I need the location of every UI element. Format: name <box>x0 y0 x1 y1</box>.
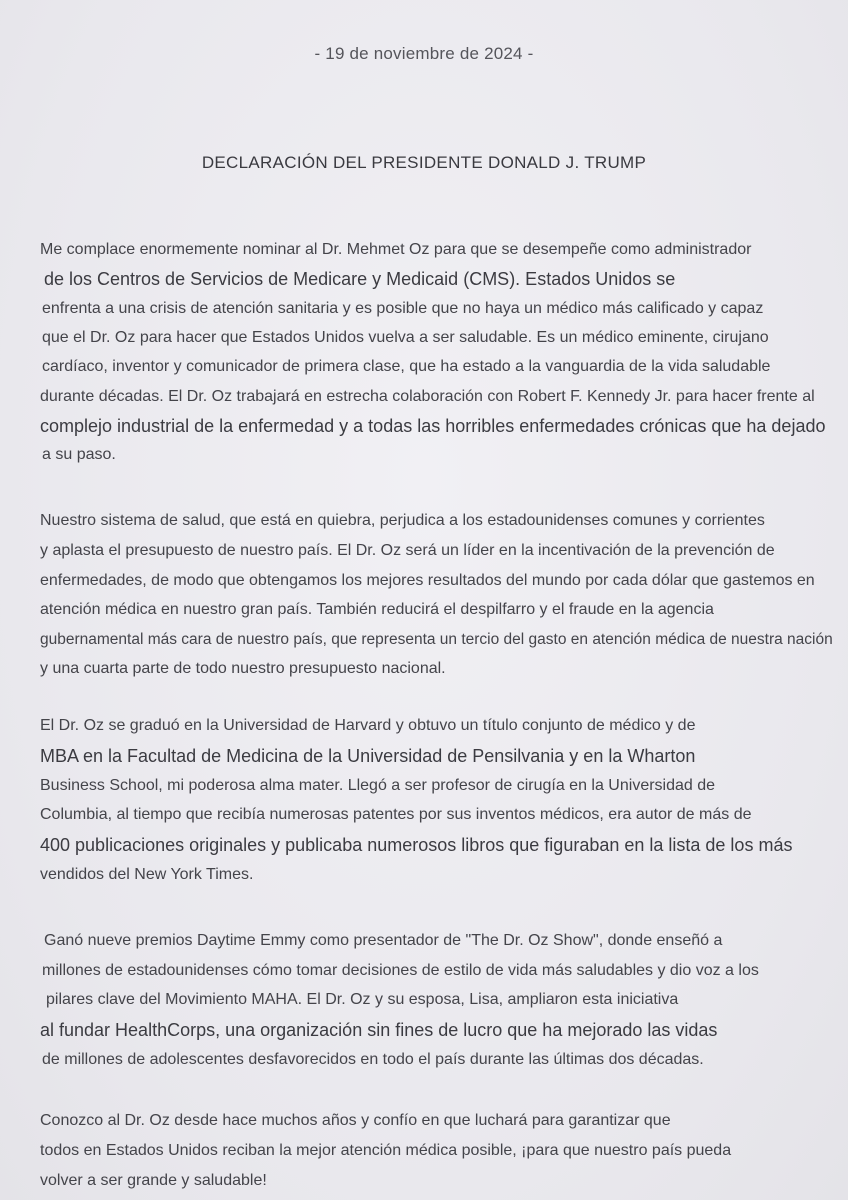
paragraph-4 <box>40 926 830 1074</box>
paragraph-5 <box>40 1106 830 1196</box>
paragraph-2 <box>40 506 833 684</box>
paragraph-line: que el Dr. Oz para hacer que Estados Unidos vuelva a ser saludable. Es un médico eminente, cirujano <box>42 329 769 346</box>
paragraph-line: complejo industrial de la enfermedad y a todas las horribles enfermedades crónicas que ha dejado <box>40 416 826 436</box>
paragraph-line: Me complace enormemente nominar al Dr. Mehmet Oz para que se desempeñe como administrador <box>40 241 752 258</box>
statement-date: - 19 de noviembre de 2024 - <box>314 44 534 63</box>
paragraph-line: El Dr. Oz se graduó en la Universidad de Harvard y obtuvo un título conjunto de médico y de <box>40 717 696 734</box>
paragraph-line: al fundar HealthCorps, una organización sin fines de lucro que ha mejorado las vidas <box>40 1020 718 1040</box>
paragraph-line: Ganó nueve premios Daytime Emmy como presentador de "The Dr. Oz Show", donde enseñó a <box>44 932 723 949</box>
paragraph-line: cardíaco, inventor y comunicador de primera clase, que ha estado a la vanguardia de la vida saludable <box>42 358 771 375</box>
paragraph-line: y una cuarta parte de todo nuestro presupuesto nacional. <box>40 660 446 677</box>
paragraph-line: vendidos del New York Times. <box>40 866 254 883</box>
paragraph-line: volver a ser grande y saludable! <box>40 1172 267 1189</box>
paragraph-line: durante décadas. El Dr. Oz trabajará en estrecha colaboración con Robert F. Kennedy Jr. para hacer frente al <box>40 388 815 405</box>
paragraph-line: MBA en la Facultad de Medicina de la Universidad de Pensilvania y en la Wharton <box>40 746 696 766</box>
paragraph-line: enfrenta a una crisis de atención sanitaria y es posible que no haya un médico más calificado y capaz <box>42 300 764 317</box>
paragraph-1 <box>40 236 830 469</box>
paragraph-line: 400 publicaciones originales y publicaba numerosos libros que figuraban en la lista de los más <box>40 835 793 855</box>
paragraph-line: y aplasta el presupuesto de nuestro país. El Dr. Oz será un líder en la incentivación de la prevención de <box>40 542 775 559</box>
paragraph-line: Nuestro sistema de salud, que está en quiebra, perjudica a los estadounidenses comunes y corrientes <box>40 512 765 529</box>
paragraph-line: gubernamental más cara de nuestro país, que representa un tercio del gasto en atención médica de nuestra nación <box>40 631 833 648</box>
paragraph-line: enfermedades, de modo que obtengamos los mejores resultados del mundo por cada dólar que gastemos en <box>40 572 815 589</box>
paragraph-line: pilares clave del Movimiento MAHA. El Dr. Oz y su esposa, Lisa, ampliaron esta iniciativa <box>46 991 679 1008</box>
paragraph-3 <box>40 710 830 890</box>
paragraph-line: Business School, mi poderosa alma mater. Llegó a ser profesor de cirugía en la Universidad de <box>40 777 716 794</box>
paragraph-line: a su paso. <box>42 446 116 463</box>
paragraph-line: de millones de adolescentes desfavorecidos en todo el país durante las últimas dos décadas. <box>42 1051 704 1068</box>
paragraph-line: atención médica en nuestro gran país. También reducirá el despilfarro y el fraude en la agencia <box>40 601 714 618</box>
paragraph-line: millones de estadounidenses cómo tomar decisiones de estilo de vida más saludables y dio voz a los <box>42 962 759 979</box>
paragraph-line: de los Centros de Servicios de Medicare y Medicaid (CMS). Estados Unidos se <box>44 269 676 289</box>
paragraph-line: Columbia, al tiempo que recibía numerosas patentes por sus inventos médicos, era autor de más de <box>40 806 752 823</box>
statement-title: DECLARACIÓN DEL PRESIDENTE DONALD J. TRUMP <box>201 153 647 172</box>
paragraph-line: Conozco al Dr. Oz desde hace muchos años y confío en que luchará para garantizar que <box>40 1112 671 1129</box>
paragraph-line: todos en Estados Unidos reciban la mejor atención médica posible, ¡para que nuestro país pueda <box>40 1142 732 1159</box>
